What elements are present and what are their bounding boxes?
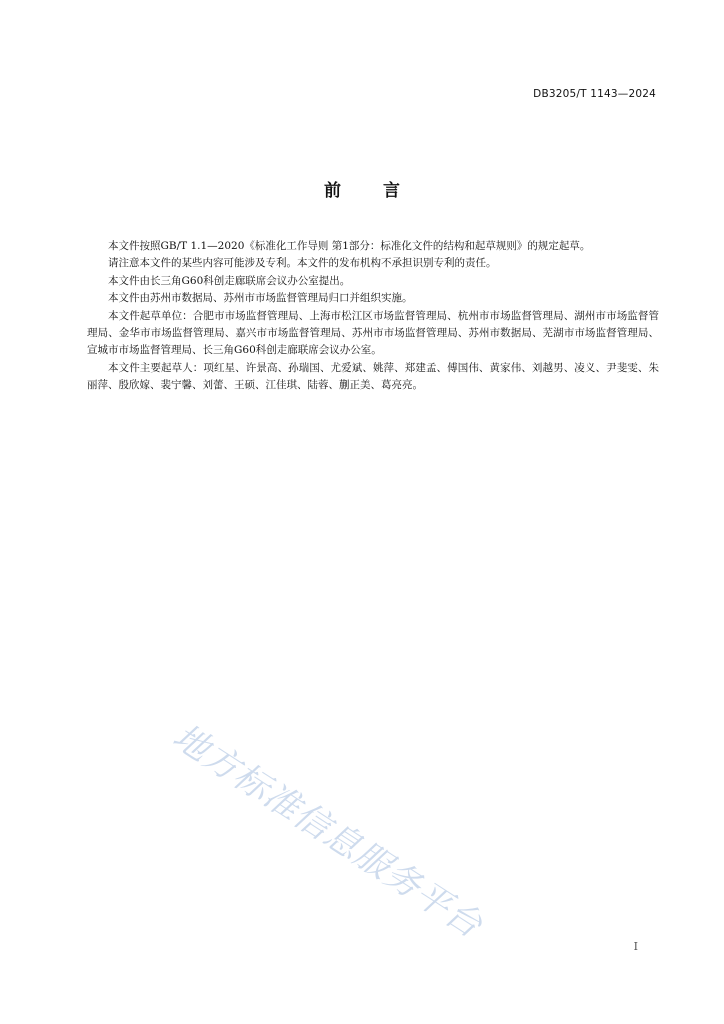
foreword-body (87, 238, 659, 395)
paragraph-drafting-rules: 本文件按照GB/T 1.1—2020《标准化工作导则 第1部分：标准化文件的结构和起草规则》的规定起草。 (108, 240, 591, 252)
page-title: 前言 (324, 181, 442, 201)
paragraph-patent-notice: 请注意本文件的某些内容可能涉及专利。本文件的发布机构不承担识别专利的责任。 (108, 257, 497, 270)
paragraph-drafters: 本文件主要起草人：项红星、许景高、孙瑞国、尤爱斌、姚萍、郑建孟、傅国伟、黄家伟、刘越男、凌义、尹斐雯、朱丽萍、殷欣嫁、裴宁馨、刘蕾、王硕、江佳琪、陆蓉、蒯正美、葛亮亮。 (87, 361, 659, 392)
page-number: I (633, 940, 638, 953)
document-code: DB3205/T 1143—2024 (533, 88, 656, 100)
paragraph-drafting-units: 本文件起草单位：合肥市市场监督管理局、上海市松江区市场监督管理局、杭州市市场监督管理局、湖州市市场监督管理局、金华市市场监督管理局、嘉兴市市场监督管理局、苏州市市场监督管理局、苏州市数据局、芜湖市市场监督管理局、宣城市市场监督管理局、长三角G60科创走廊联席会议办公室。 (87, 309, 659, 357)
watermark: 地方标准信息服务平台 (165, 716, 490, 947)
paragraph-administrator: 本文件由苏州市数据局、苏州市市场监督管理局归口并组织实施。 (108, 292, 413, 305)
paragraph-proposer: 本文件由长三角G60科创走廊联席会议办公室提出。 (108, 274, 351, 287)
